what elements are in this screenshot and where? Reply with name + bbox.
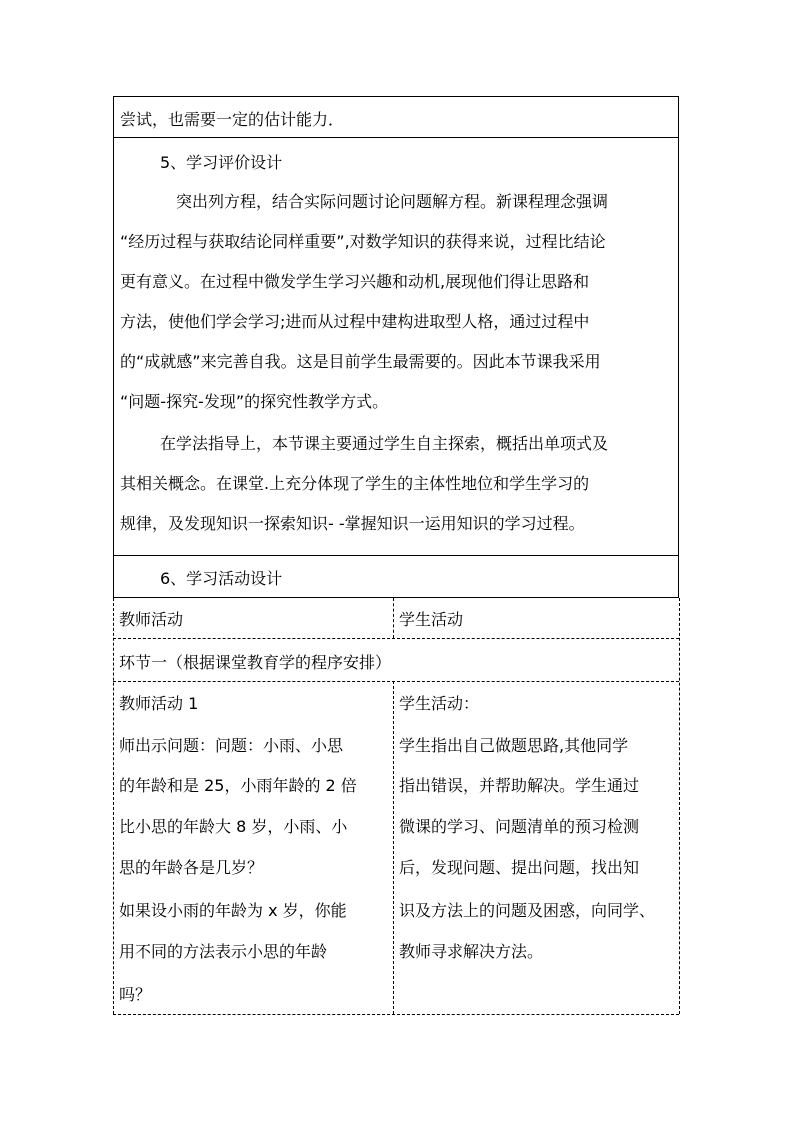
column-divider <box>393 681 394 1014</box>
table-divider <box>113 681 679 682</box>
closing-text: 尝试，也需要一定的估计能力． <box>120 110 345 129</box>
table-border-right <box>679 598 680 1014</box>
table-border-bottom <box>113 1014 679 1015</box>
student-line: 学生活动： <box>399 694 480 713</box>
row-closing-text <box>113 96 679 138</box>
teacher-line: 师出示问题：问题：小雨、小思 <box>119 736 344 755</box>
section5-p1-line: 方法，使他们学会学习;进而从过程中建构进取型人格，通过过程中 <box>120 312 590 331</box>
teacher-line: 思的年龄各是几岁？ <box>119 858 264 877</box>
section6-cell <box>113 556 679 598</box>
section5-p1-line: 的“成就感”来完善自我。这是目前学生最需要的。因此本节课我采用 <box>120 352 601 371</box>
student-line: 微课的学习、问题清单的预习检测 <box>399 817 640 836</box>
section5-p1-line: “问题-探究-发现”的探究性教学方式。 <box>120 392 389 411</box>
section5-p2-line: 其相关概念。在课堂.上充分体现了学生的主体性地位和学生学习的 <box>120 474 590 493</box>
student-line: 后，发现问题、提出问题，找出知 <box>399 858 640 877</box>
header-teacher: 教师活动 <box>119 610 184 629</box>
teacher-line: 如果设小雨的年龄为 x 岁，你能 <box>119 901 347 920</box>
student-line: 学生指出自己做题思路,其他同学 <box>399 736 629 755</box>
section5-cell <box>113 138 679 556</box>
column-divider <box>393 598 394 638</box>
section6-heading: 6、学习活动设计 <box>160 569 283 588</box>
teacher-line: 用不同的方法表示小思的年龄 <box>119 942 328 961</box>
section5-p1-line: “经历过程与获取结论同样重要”,对数学知识的获得来说，过程比结论 <box>120 232 606 251</box>
section5-p2-line: 规律，及发现知识一探索知识- -掌握知识一运用知识的学习过程。 <box>120 514 585 533</box>
stage-label: 环节一（根据课堂教育学的程序安排） <box>119 653 392 672</box>
table-divider <box>113 638 679 639</box>
student-line: 教师寻求解决方法。 <box>399 942 544 961</box>
header-student: 学生活动 <box>399 610 464 629</box>
section5-p1-line: 更有意义。在过程中微发学生学习兴趣和动机,展现他们得让思路和 <box>120 272 590 291</box>
teacher-line: 比小思的年龄大 8 岁，小雨、小 <box>119 817 348 836</box>
section5-heading: 5、学习评价设计 <box>160 153 283 172</box>
section5-p2-line: 在学法指导上，本节课主要通过学生自主探索，概括出单项式及 <box>160 434 609 453</box>
student-line: 指出错误，并帮助解决。学生通过 <box>399 776 640 795</box>
teacher-line: 吗？ <box>119 985 152 1004</box>
table-border-left <box>113 598 114 1014</box>
student-line: 识及方法上的问题及困惑，向同学、 <box>399 901 656 920</box>
section5-p1-line: 突出列方程，结合实际问题讨论问题解方程。新课程理念强调 <box>176 192 609 211</box>
teacher-line: 的年龄和是 25，小雨年龄的 2 倍 <box>119 776 357 795</box>
teacher-line: 教师活动 1 <box>119 694 199 713</box>
